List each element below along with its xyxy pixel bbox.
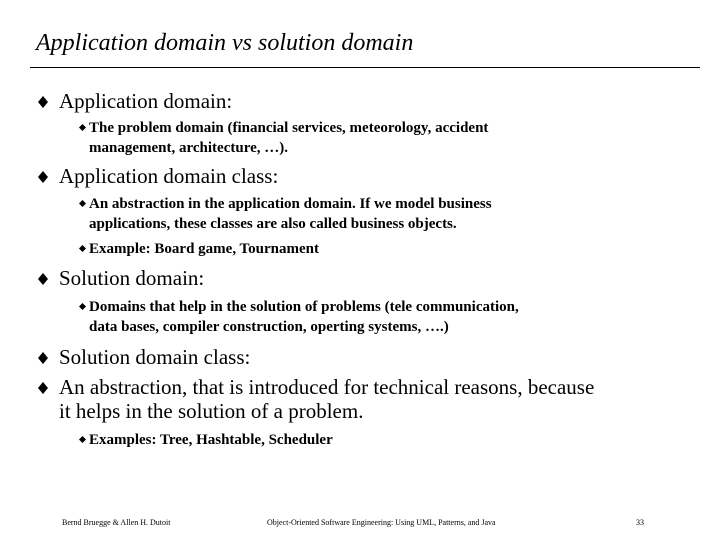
- footer-authors: Bernd Bruegge & Allen H. Dutoit: [62, 518, 171, 527]
- diamond-bullet-icon: [38, 171, 48, 183]
- sub-bullet-text: Examples: Tree, Hashtable, Scheduler: [89, 432, 333, 448]
- title-rule: [30, 67, 700, 68]
- sub-bullet-text: Example: Board game, Tournament: [89, 241, 320, 257]
- sub-bullet-text: Domains that help in the solution of problems (tele communication,: [89, 299, 519, 315]
- small-diamond-bullet-icon: [79, 245, 86, 252]
- footer-book-title: Object-Oriented Software Engineering: Using UML, Patterns, and Java: [267, 518, 496, 527]
- sub-bullet-text: An abstraction in the application domain. If we model business: [89, 196, 492, 212]
- diamond-bullet-icon: [38, 273, 48, 285]
- footer-page-number: 33: [636, 518, 644, 527]
- diamond-bullet-icon: [38, 382, 48, 394]
- small-diamond-bullet-icon: [79, 436, 86, 443]
- diamond-bullet-icon: [38, 96, 48, 108]
- bullet-text: it helps in the solution of a problem.: [59, 399, 364, 423]
- sub-bullet-text: The problem domain (financial services, meteorology, accident: [89, 120, 489, 136]
- bullet-text: Application domain class:: [59, 164, 279, 188]
- diamond-bullet-icon: [38, 352, 48, 364]
- slide-title: Application domain vs solution domain: [36, 30, 414, 56]
- bullet-text: Solution domain class:: [59, 345, 251, 369]
- bullet-text: Solution domain:: [59, 266, 205, 290]
- bullet-text: Application domain:: [59, 89, 233, 113]
- sub-bullet-text: management, architecture, …).: [89, 140, 288, 156]
- bullet-text: An abstraction, that is introduced for technical reasons, because: [59, 375, 595, 399]
- small-diamond-bullet-icon: [79, 303, 86, 310]
- small-diamond-bullet-icon: [79, 124, 86, 131]
- sub-bullet-text: applications, these classes are also called business objects.: [89, 216, 457, 232]
- small-diamond-bullet-icon: [79, 200, 86, 207]
- sub-bullet-text: data bases, compiler construction, operting systems, ….): [89, 319, 449, 335]
